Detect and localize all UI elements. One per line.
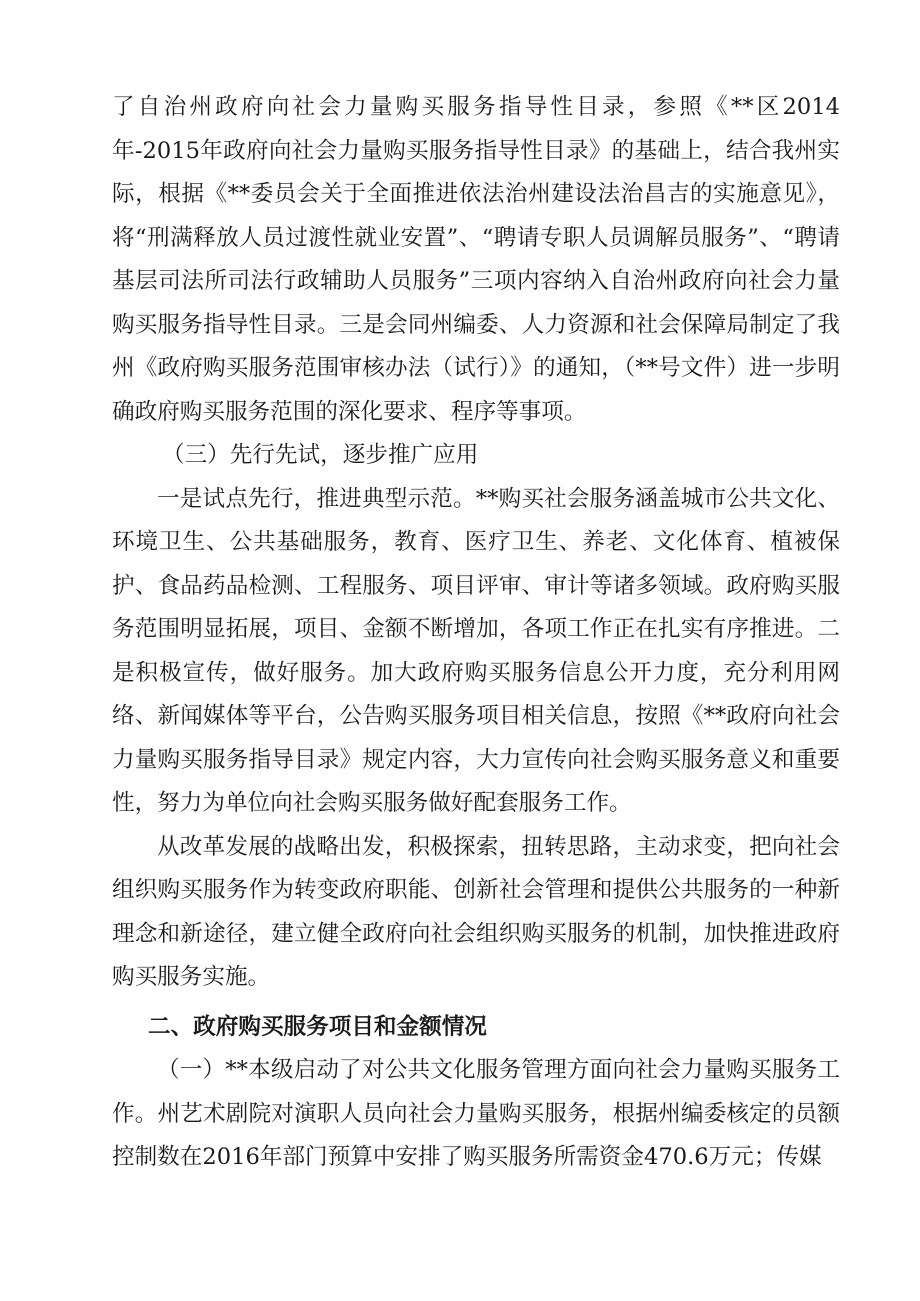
document-page — [112, 86, 840, 1180]
paragraph-culture-services: （一）**本级启动了对公共文化服务管理方面向社会力量购买服务工作。州艺术剧院对演职人员向社会力量购买服务，根据州编委核定的员额控制数在2016年部门预算中安排了购买服务所需资金470.6万元；传媒 — [112, 1057, 840, 1170]
section-heading-projects-amounts: 二、政府购买服务项目和金额情况 — [148, 1013, 487, 1040]
subheading-pilot-first: （三）先行先试，逐步推广应用 — [162, 442, 479, 468]
paragraph-reform-strategy: 从改革发展的战略出发，积极探索，扭转思路，主动求变，把向社会组织购买服务作为转变政府职能、创新社会管理和提供公共服务的一种新理念和新途径，建立健全政府向社会组织购买服务的机制，加快推进政府购买服务实施。 — [112, 833, 840, 990]
paragraph-pilot-demonstration: 一是试点先行，推进典型示范。**购买社会服务涵盖城市公共文化、环境卫生、公共基础服务，教育、医疗卫生、养老、文化体育、植被保护、食品药品检测、工程服务、项目评审、审计等诸多领域。政府购买服务范围明显拓展，项目、金额不断增加，各项工作正在扎实有序推进。二是积极宣传，做好服务。加大政府购买服务信息公开力度，充分利用网络、新闻媒体等平台，公告购买服务项目相关信息，按照《**政府向社会力量购买服务指导目录》规定内容，大力宣传向社会购买服务意义和重要性，努力为单位向社会购买服务做好配套服务工作。 — [112, 485, 840, 816]
paragraph-continued: 了自治州政府向社会力量购买服务指导性目录，参照《**区2014年-2015年政府向社会力量购买服务指导性目录》的基础上，结合我州实际，根据《**委员会关于全面推进依法治州建设法治昌吉的实施意见》，将“刑满释放人员过渡性就业安置”、“聘请专职人员调解员服务”、“聘请基层司法所司法行政辅助人员服务”三项内容纳入自治州政府向社会力量购买服务指导性目录。三是会同州编委、人力资源和社会保障局制定了我州《政府购买服务范围审核办法（试行）》的通知，（**号文件）进一步明确政府购买服务范围的深化要求、程序等事项。 — [112, 94, 840, 425]
